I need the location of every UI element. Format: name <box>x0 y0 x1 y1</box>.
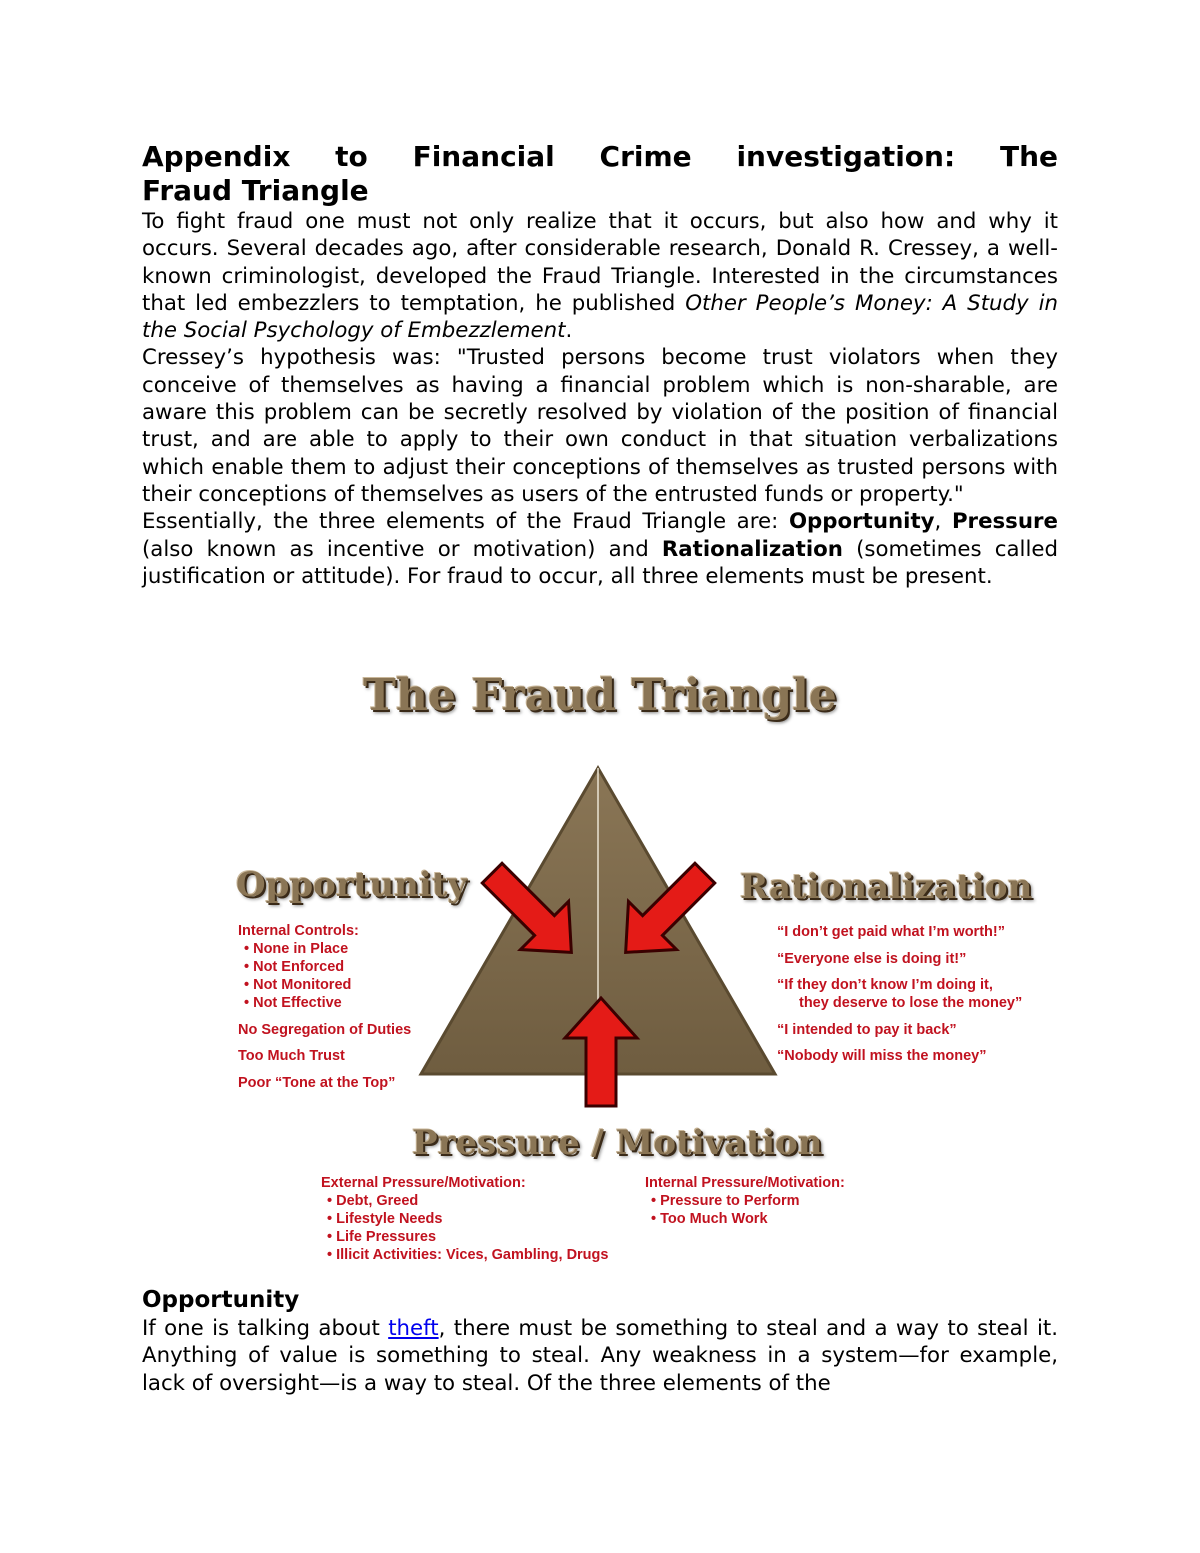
opportunity-control-item: • Not Effective <box>244 995 342 1011</box>
controls-label: Internal Controls: <box>238 923 359 939</box>
internal-pressure-item: • Pressure to Perform <box>651 1193 800 1209</box>
fraud-triangle-figure <box>200 660 1080 1280</box>
external-pressure-label: External Pressure/Motivation: <box>321 1175 526 1191</box>
section-heading: Opportunity <box>142 1287 300 1313</box>
elements-end: (sometimes called justification or attitude). For fraud to occur, all three elements must be present. <box>142 536 1059 589</box>
element-rationalization: Rationalization <box>661 536 843 562</box>
opportunity-heading: Opportunity <box>236 865 468 905</box>
rationalization-quote: “I don’t get paid what I’m worth!” <box>777 924 1005 940</box>
title-line-1: Appendix to Financial Crime investigation: The <box>142 140 1058 173</box>
elements-sep: , <box>934 509 952 535</box>
internal-pressure-item: • Too Much Work <box>651 1211 768 1227</box>
title-line-2: Fraud Triangle <box>142 174 369 207</box>
elements-mid: (also known as incentive or motivation) and <box>142 536 662 562</box>
rationalization-quote: “Nobody will miss the money” <box>777 1048 987 1064</box>
opportunity-list <box>238 922 411 1092</box>
rationalization-quote: “If they don’t know I’m doing it, <box>777 977 993 993</box>
opportunity-text-start: If one is talking about <box>142 1316 389 1341</box>
opportunity-item: Too Much Trust <box>238 1048 345 1064</box>
elements-intro: Essentially, the three elements of the Fraud Triangle are: <box>142 509 789 535</box>
opportunity-control-item: • Not Monitored <box>244 977 352 993</box>
document-title <box>142 140 1058 208</box>
external-pressure-item: • Illicit Activities: Vices, Gambling, Drugs <box>327 1247 609 1263</box>
document-page <box>142 140 1058 590</box>
rationalization-quote: “I intended to pay it back” <box>777 1021 957 1038</box>
opportunity-text-end: , there must be something to steal and a way to steal it. Anything of value is something to steal. Any weakness in a system—for example, lack of oversight—is a way to steal. Of the three elements of the <box>142 1316 1058 1396</box>
pressure-heading: Pressure / Motivation <box>412 1123 823 1163</box>
internal-pressure-list <box>645 1174 845 1228</box>
rationalization-quote: “Everyone else is doing it!” <box>777 950 967 967</box>
paragraph-opportunity <box>142 1315 1058 1397</box>
external-pressure-list <box>321 1174 608 1264</box>
opportunity-item: Poor “Tone at the Top” <box>238 1074 396 1091</box>
intro-text: To fight fraud one must not only realize that it occurs, but also how and why it occurs. Several decades ago, after considerable research, Donald R. Cressey, a well-known criminologist, developed the Fraud Triangle. Interested in the circumstances that led embezzlers to temptation, he published <box>142 209 1058 316</box>
paragraph-intro <box>142 208 1058 344</box>
intro-end: . <box>565 318 573 344</box>
theft-link[interactable]: theft <box>388 1316 439 1341</box>
paragraph-hypothesis: Cressey’s hypothesis was: "Trusted persons become trust violators when they conceive of themselves as having a financial problem which is non-sharable, are aware this problem can be secretly resolved by violation of the position of financial trust, and are able to apply to their own conduct in that situation verbalizations which enable them to adjust their conceptions of themselves as trusted persons with their conceptions of themselves as users of the entrusted funds or property." <box>142 345 1058 507</box>
rationalization-quote-cont: they deserve to lose the money” <box>799 995 1023 1011</box>
opportunity-item: No Segregation of Duties <box>238 1021 412 1038</box>
external-pressure-item: • Life Pressures <box>327 1229 437 1245</box>
opportunity-control-item: • None in Place <box>244 941 349 957</box>
rationalization-heading: Rationalization <box>740 867 1033 907</box>
book-title: Other People’s Money: A Study in the Social Psychology of Embezzlement <box>142 290 1059 344</box>
opportunity-control-item: • Not Enforced <box>244 959 345 975</box>
element-pressure: Pressure <box>951 509 1058 535</box>
figure-title: The Fraud Triangle <box>363 670 837 721</box>
opportunity-section <box>142 1285 1058 1397</box>
internal-pressure-label: Internal Pressure/Motivation: <box>645 1175 845 1191</box>
element-opportunity: Opportunity <box>788 509 935 535</box>
external-pressure-item: • Lifestyle Needs <box>327 1211 443 1227</box>
rationalization-list <box>777 923 1022 1065</box>
paragraph-elements <box>142 508 1058 590</box>
external-pressure-item: • Debt, Greed <box>327 1193 419 1209</box>
